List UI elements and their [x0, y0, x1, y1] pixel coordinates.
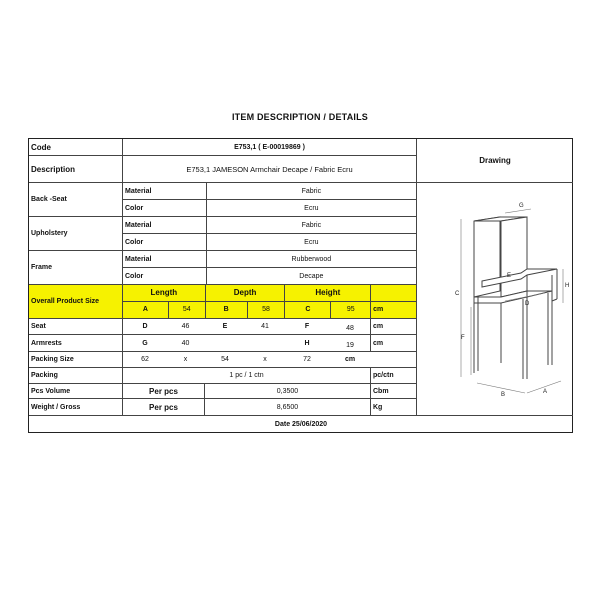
upholstery-color: Ecru	[206, 234, 416, 250]
pcs-volume-unit: Cbm	[370, 384, 416, 398]
weight-label: Weight / Gross	[31, 403, 81, 411]
packing-size-width: 54	[221, 356, 229, 363]
back-seat-material-label: Material	[125, 187, 152, 195]
chair-drawing	[417, 183, 573, 414]
frame-material-label: Material	[125, 255, 152, 263]
spec-sheet	[28, 138, 573, 433]
weight-row	[29, 399, 416, 415]
packing-size-length: 62	[122, 352, 167, 367]
frame-material: Rubberwood	[206, 251, 416, 267]
upholstery-material: Fabric	[206, 217, 416, 233]
overall-unit: cm	[370, 302, 416, 318]
description-value: E753,1 JAMESON Armchair Decape / Fabric Ecru	[122, 156, 416, 182]
drawing-letter-a: A	[543, 389, 548, 395]
dim-d-value: 46	[181, 323, 190, 330]
frame-color-label: Color	[125, 272, 144, 280]
drawing-letter-h: H	[565, 283, 570, 289]
packing-unit: pc/ctn	[370, 368, 416, 383]
pcs-volume-label: Pcs Volume	[31, 387, 71, 395]
upholstery-label: Upholstery	[31, 230, 68, 237]
packing-label: Packing	[31, 372, 58, 379]
packing-size-height: 72	[303, 356, 311, 363]
armrests-unit: cm	[370, 335, 416, 351]
dim-a-value: 54	[168, 302, 205, 318]
drawing-letter-g: G	[519, 203, 524, 209]
packing-row	[29, 368, 416, 384]
drawing-letter-d: D	[525, 301, 530, 307]
dim-a-letter: A	[142, 306, 148, 314]
packing-size-x1: x	[183, 356, 188, 363]
weight-value: 8,6500	[204, 399, 370, 415]
drawing-letter-b: B	[501, 392, 506, 398]
description-row	[29, 156, 416, 183]
dim-h-value: 19	[346, 341, 354, 349]
dim-f-value: 48	[346, 324, 354, 332]
frame-color: Decape	[206, 268, 416, 284]
date-footer: Date 25/06/2020	[29, 415, 573, 433]
back-seat-color-label: Color	[125, 204, 144, 212]
packing-size-x2: x	[263, 356, 267, 363]
page-title: ITEM DESCRIPTION / DETAILS	[231, 112, 369, 122]
drawing-label: Drawing	[417, 139, 573, 183]
drawing-panel	[416, 139, 573, 415]
back-seat-label: Back -Seat	[31, 196, 67, 203]
drawing-letter-c: C	[455, 291, 460, 297]
dim-g-letter: G	[122, 335, 167, 351]
pcs-volume-row	[29, 384, 416, 399]
pcs-volume-value: 0,3500	[204, 384, 370, 398]
depth-header: Depth	[205, 285, 285, 301]
seat-unit: cm	[370, 319, 416, 334]
packing-size-unit: cm	[344, 356, 356, 363]
back-seat-material: Fabric	[206, 183, 416, 199]
height-header: Height	[284, 285, 370, 301]
pcs-volume-per: Per pcs	[122, 384, 204, 398]
drawing-letter-f: F	[461, 335, 465, 341]
dim-b-value: 58	[247, 302, 285, 318]
description-label: Description	[31, 164, 76, 174]
dim-e-value: 41	[261, 323, 269, 330]
frame-row	[29, 251, 416, 285]
drawing-letter-e: E	[507, 273, 512, 279]
armrests-row	[29, 335, 416, 352]
upholstery-color-label: Color	[125, 238, 144, 246]
seat-row	[29, 319, 416, 335]
frame-label: Frame	[31, 264, 53, 271]
back-seat-row	[29, 183, 416, 217]
armrests-label: Armrests	[31, 339, 62, 347]
dim-f-letter: F	[304, 323, 310, 330]
dim-b-letter: B	[205, 302, 247, 318]
dim-d-letter: D	[122, 319, 167, 334]
packing-value: 1 pc / 1 ctn	[122, 368, 370, 383]
upholstery-material-label: Material	[125, 221, 152, 229]
packing-size-row	[29, 352, 416, 368]
seat-label: Seat	[31, 323, 46, 330]
dim-h-letter: H	[304, 339, 310, 347]
upholstery-row	[29, 217, 416, 251]
weight-unit: Kg	[370, 399, 416, 415]
overall-size-row	[29, 285, 416, 319]
dim-c-letter: C	[284, 302, 330, 318]
packing-size-label: Packing Size	[31, 356, 74, 363]
overall-size-label: Overall Product Size	[29, 285, 122, 318]
code-value: E753,1 ( E-00019869 )	[122, 139, 416, 155]
code-row	[29, 139, 416, 156]
code-label: Code	[31, 142, 51, 152]
dim-g-value: 40	[181, 339, 190, 347]
dim-c-value: 95	[330, 302, 370, 318]
spec-table	[29, 139, 416, 433]
dim-e-letter: E	[222, 323, 228, 330]
back-seat-color: Ecru	[206, 200, 416, 216]
length-header: Length	[150, 288, 178, 298]
weight-per: Per pcs	[122, 399, 204, 415]
